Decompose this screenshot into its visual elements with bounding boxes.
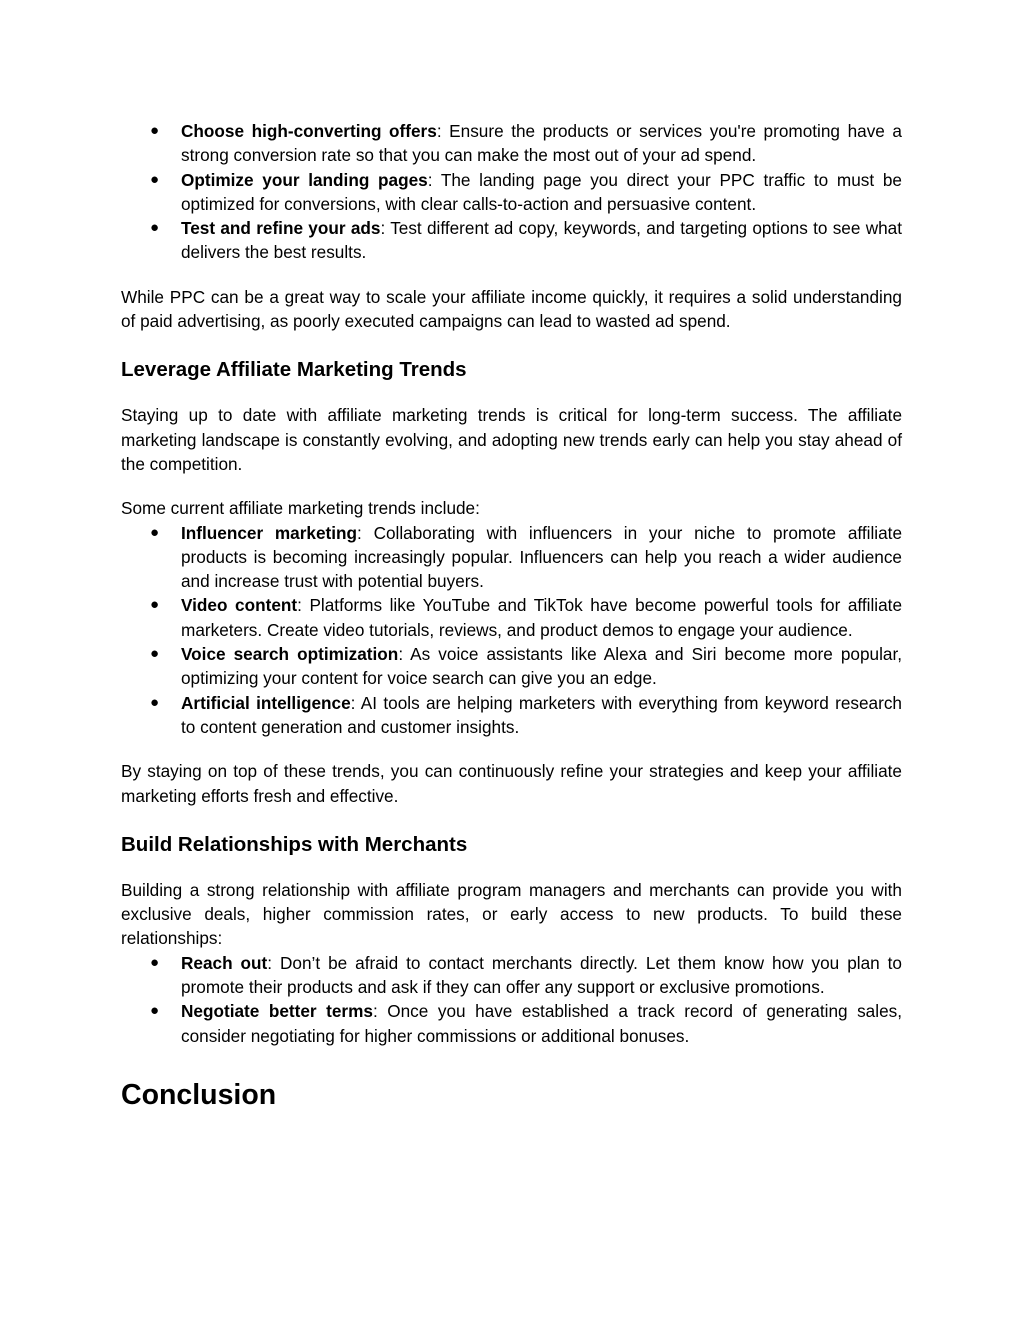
list-item-term: Influencer marketing (181, 522, 358, 543)
trends-closing-paragraph: By staying on top of these trends, you can continuously refine your strategies and keep your affiliate marketing efforts fresh and effective. (121, 761, 902, 806)
list-item (121, 691, 902, 740)
bullet-icon: ● (150, 122, 160, 139)
bullet-icon: ● (150, 596, 160, 614)
list-item-text: : As voice assistants like Alexa and Siri become more popular, optimizing your content for voice search can give you an edge. (181, 644, 903, 689)
bullet-icon: ● (150, 953, 160, 971)
bullet-icon: ● (150, 645, 160, 663)
section-heading-trends: Leverage Affiliate Marketing Trends (121, 358, 467, 382)
list-item (121, 119, 902, 168)
bullet-icon: ● (150, 693, 160, 711)
merchants-list (121, 951, 902, 1048)
list-item (121, 521, 902, 594)
bullet-icon: ● (150, 1002, 160, 1020)
list-item (121, 999, 902, 1048)
list-item-term: Test and refine your ads (181, 218, 381, 239)
bullet-icon: ● (150, 170, 160, 188)
list-item-text: : Test different ad copy, keywords, and targeting options to see what delivers the best results. (181, 218, 902, 263)
list-item (121, 593, 902, 642)
bullet-icon: ● (150, 219, 160, 237)
list-item (121, 642, 902, 691)
list-item-text: : Ensure the products or services you're promoting have a strong conversion rate so that you can make the most out of your ad spend. (181, 121, 902, 166)
trends-intro-paragraph: Staying up to date with affiliate marketing trends is critical for long-term success. The affiliate marketing landscape is constantly evolving, and adopting new trends early can help you stay ahead of the competition. (121, 405, 902, 474)
list-item-term: Artificial intelligence (181, 692, 351, 713)
section-heading-merchants: Build Relationships with Merchants (121, 832, 468, 856)
list-item-term: Reach out (181, 952, 268, 973)
list-item (121, 168, 902, 217)
document-page (121, 119, 902, 1112)
list-item-term: Negotiate better terms (181, 1001, 373, 1022)
list-item-text: : Once you have established a track record of generating sales, consider negotiating for higher commissions or additional bonuses. (181, 1001, 902, 1046)
list-item (121, 951, 902, 1000)
list-item-term: Optimize your landing pages (181, 169, 428, 190)
list-item-text: : The landing page you direct your PPC traffic to must be optimized for conversions, with clear calls-to-action and persuasive content. (181, 169, 902, 214)
ppc-tips-list (121, 119, 902, 265)
list-item-term: Voice search optimization (181, 644, 399, 665)
ppc-summary-paragraph: While PPC can be a great way to scale your affiliate income quickly, it requires a solid understanding of paid advertising, as poorly executed campaigns can lead to wasted ad spend. (121, 286, 902, 332)
list-item-term: Video content (181, 595, 298, 616)
merchants-intro-paragraph: Building a strong relationship with affiliate program managers and merchants can provide you with exclusive deals, higher commission rates, or early access to new products. To build these relationships: (121, 879, 902, 949)
list-item-term: Choose high-converting offers (181, 121, 437, 141)
list-item-text: : AI tools are helping marketers with everything from keyword research to content generation and customer insights. (181, 692, 902, 737)
list-item-text: : Collaborating with influencers in your niche to promote affiliate products is becoming increasingly popular. Influencers can help you reach a wider audience and increase trust with potential buyers. (181, 522, 902, 592)
trends-lead-paragraph: Some current affiliate marketing trends include: (121, 498, 480, 519)
bullet-icon: ● (150, 523, 160, 541)
trends-list (121, 521, 902, 740)
section-heading-conclusion: Conclusion (121, 1078, 277, 1111)
list-item (121, 216, 902, 265)
list-item-text: : Don’t be afraid to contact merchants directly. Let them know how you plan to promote their products and ask if they can offer any support or exclusive promotions. (181, 952, 902, 998)
list-item-text: : Platforms like YouTube and TikTok have become powerful tools for affiliate marketers. Create video tutorials, reviews, and product demos to engage your audience. (181, 595, 903, 640)
